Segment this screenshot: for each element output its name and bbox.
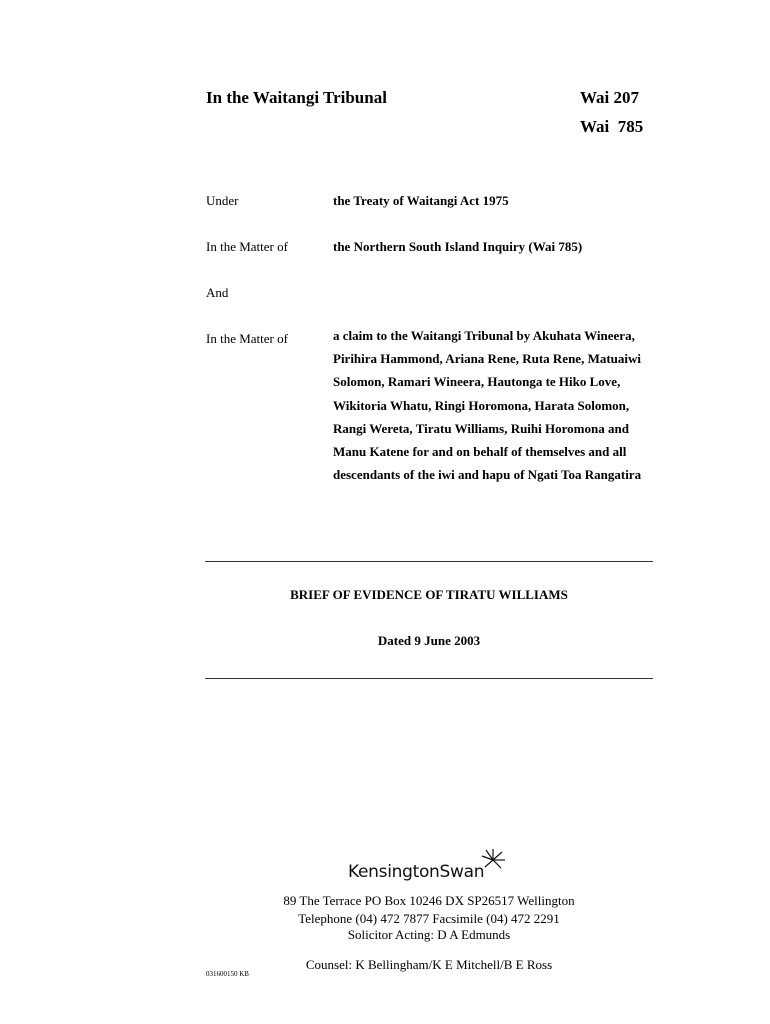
claim-description [333, 328, 653, 490]
claim-line: Wikitoria Whatu, Ringi Horomona, Harata Solomon, [333, 397, 630, 413]
firm-phone: Telephone (04) 472 7877 Facsimile (04) 472 2291 [298, 911, 560, 926]
and-label: And [206, 285, 229, 300]
claim-line: Solomon, Ramari Wineera, Hautonga te Hiko Love, [333, 374, 621, 390]
firm-logo [348, 848, 518, 888]
wai-number-1: Wai 207 [580, 88, 640, 107]
document-title: BRIEF OF EVIDENCE OF TIRATU WILLIAMS [290, 587, 568, 602]
wai-number-2: Wai 785 [580, 117, 644, 136]
claim-line: a claim to the Waitangi Tribunal by Akuhata Wineera, [333, 328, 635, 343]
file-reference: 031600150 KB [206, 970, 249, 978]
claim-line: Manu Katene for and on behalf of themselves and all [333, 443, 627, 459]
document-date: Dated 9 June 2003 [377, 633, 481, 648]
under-label: Under [206, 193, 239, 208]
firm-address: 89 The Terrace PO Box 10246 DX SP26517 Wellington [283, 893, 575, 908]
counsel: Counsel: K Bellingham/K E Mitchell/B E Ross [305, 957, 553, 972]
claim-line: descendants of the iwi and hapu of Ngati Toa Rangatira [333, 467, 642, 483]
solicitor-acting: Solicitor Acting: D A Edmunds [347, 927, 511, 942]
starburst-icon [480, 848, 506, 872]
matter-value-1: the Northern South Island Inquiry (Wai 785) [333, 239, 583, 254]
matter-label-2: In the Matter of [206, 331, 288, 346]
wai-numbers [580, 88, 643, 146]
under-value: the Treaty of Waitangi Act 1975 [333, 193, 509, 208]
top-divider [205, 561, 653, 562]
bottom-divider [205, 678, 653, 679]
firm-logo-text: KensingtonSwan [348, 862, 485, 882]
tribunal-title: In the Waitangi Tribunal [206, 88, 387, 107]
matter-label-1: In the Matter of [206, 239, 288, 254]
claim-line: Rangi Wereta, Tiratu Williams, Ruihi Horomona and [333, 420, 629, 436]
claim-line: Pirihira Hammond, Ariana Rene, Ruta Rene, Matuaiwi [333, 351, 642, 367]
